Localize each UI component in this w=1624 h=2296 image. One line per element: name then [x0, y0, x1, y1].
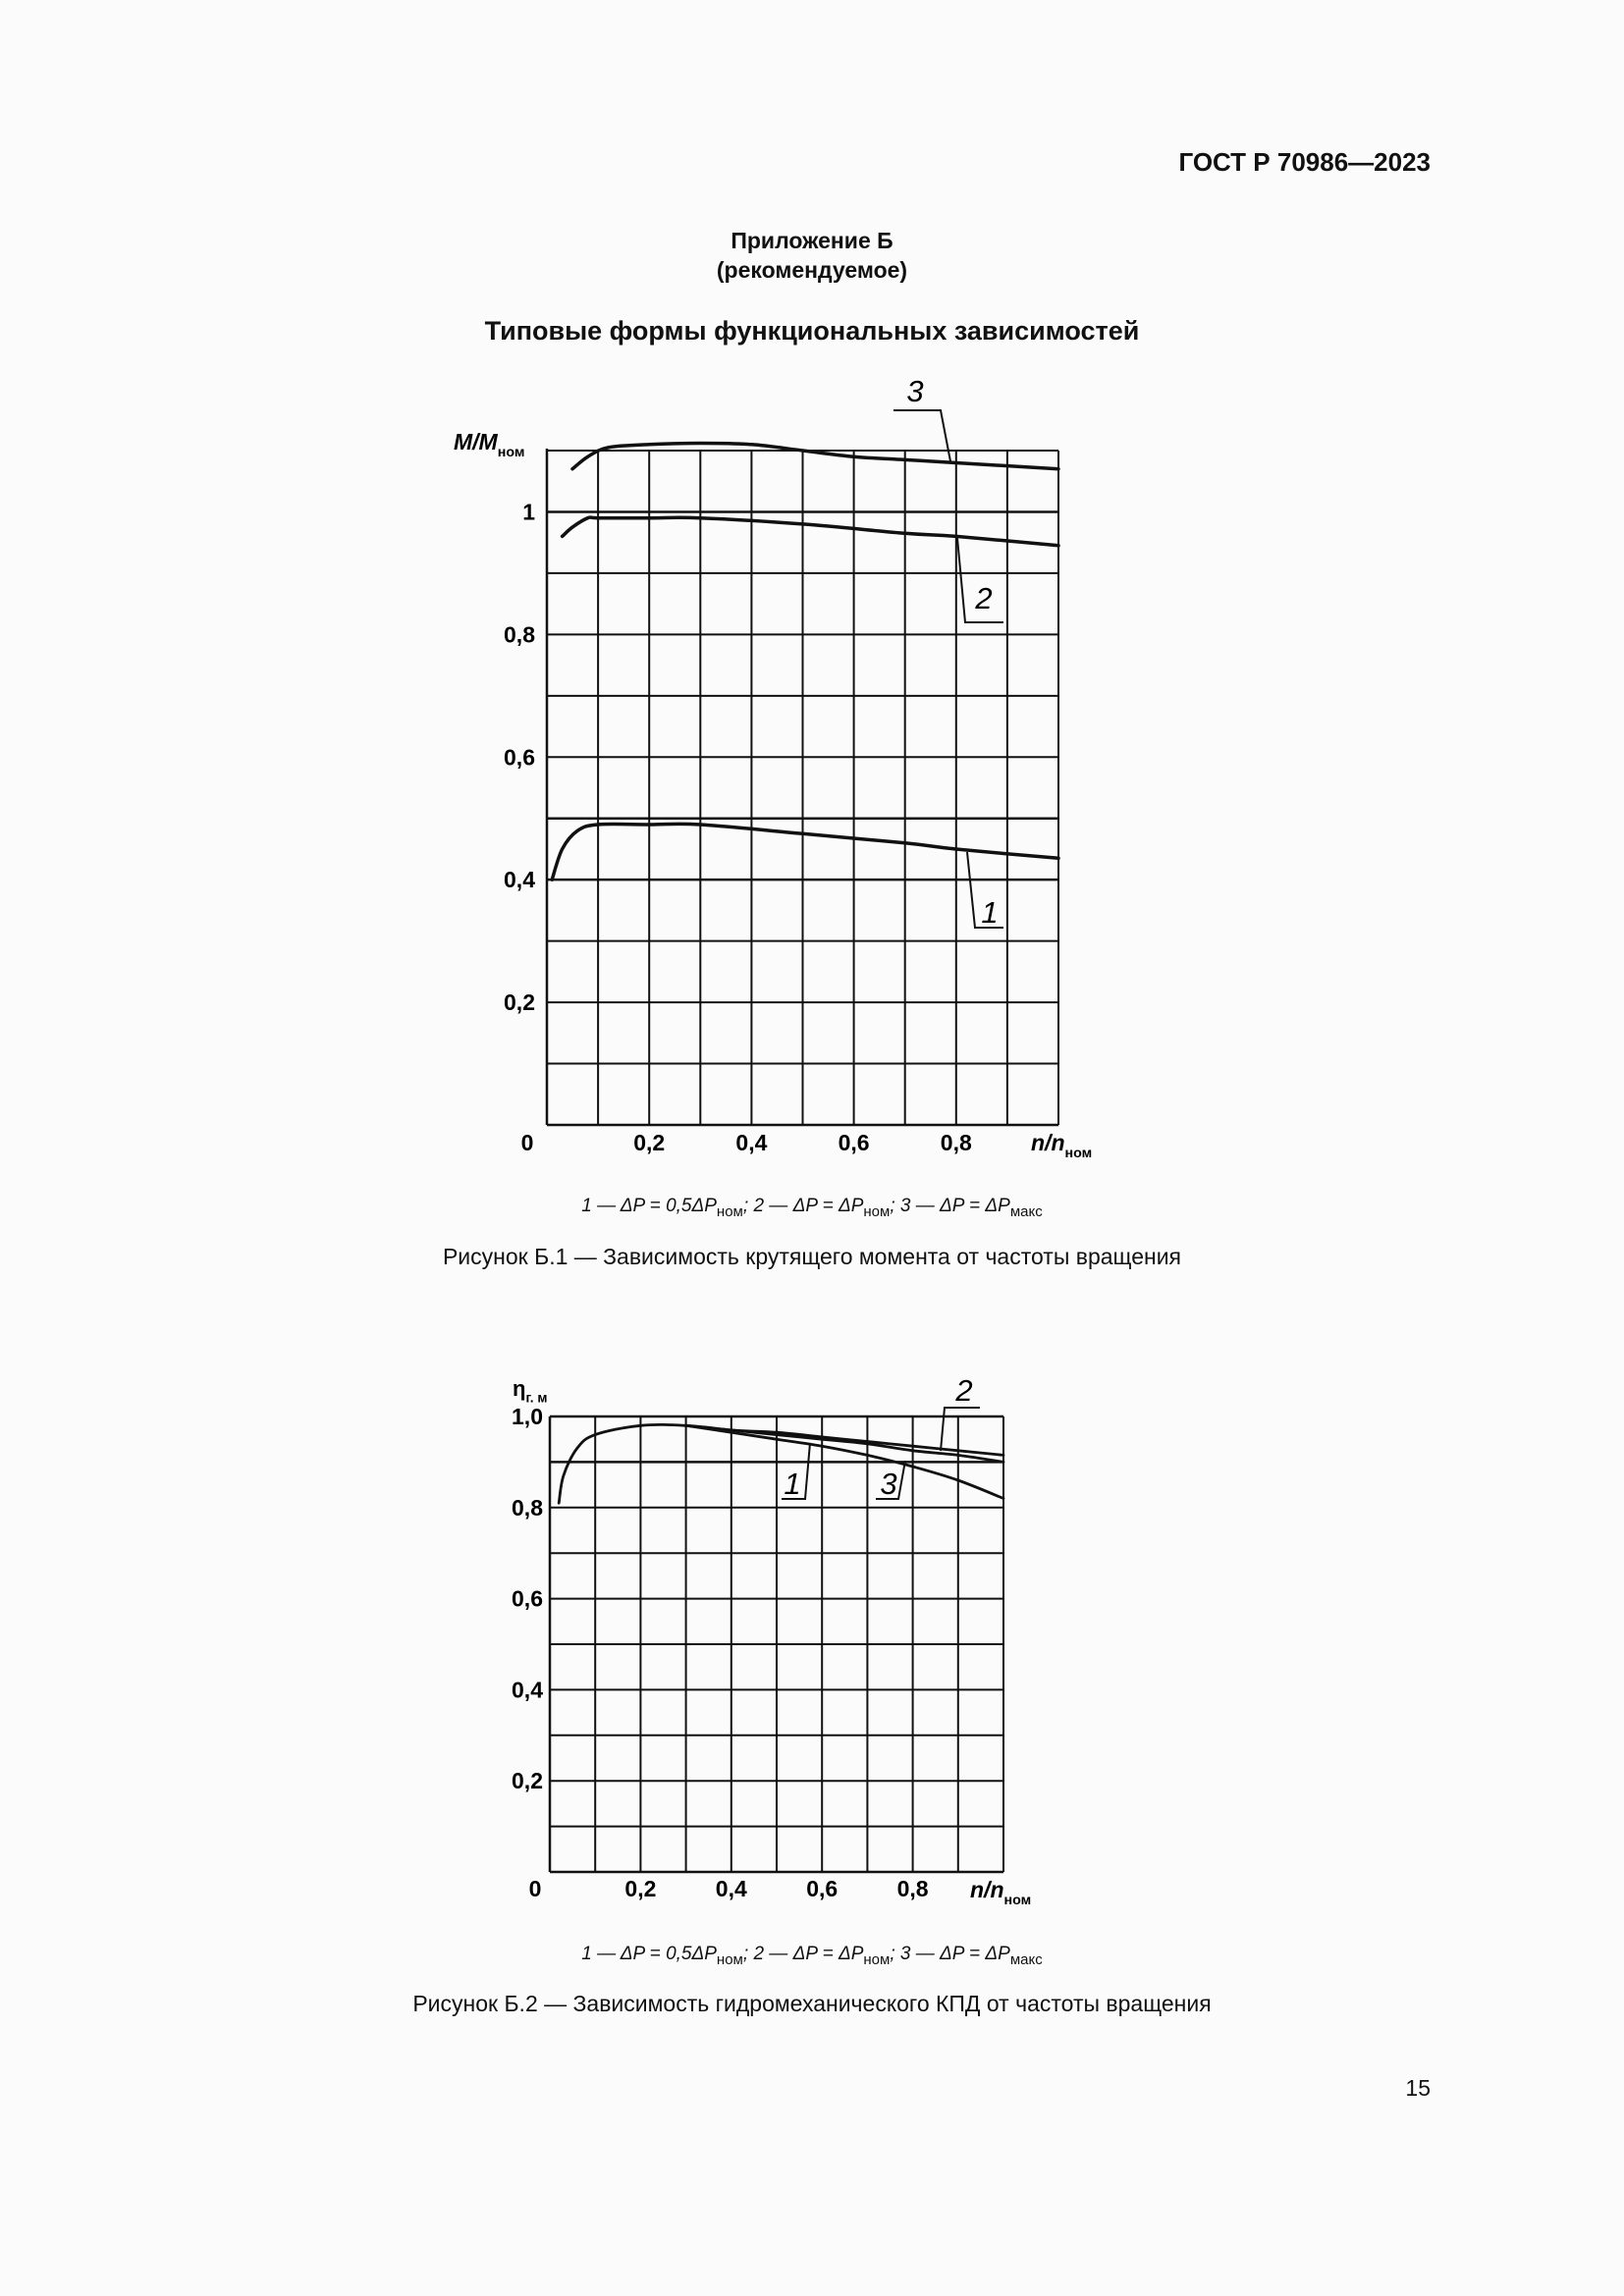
legend-fragment: —: [591, 1944, 621, 1964]
legend-subscript: ном: [863, 1202, 891, 1220]
legend-fragment: ;: [890, 1944, 900, 1964]
legend-subscript: ном: [716, 1202, 743, 1220]
legend-fragment: Δ: [792, 1196, 806, 1216]
legend-fragment: 0,5: [666, 1944, 692, 1964]
y-tick-label: 0,8: [504, 621, 535, 648]
legend-fragment: ;: [742, 1944, 754, 1964]
x-tick-label: 0,8: [940, 1130, 972, 1155]
legend-fragment: ;: [742, 1196, 754, 1216]
curve-label-2: 2: [955, 1373, 973, 1408]
legend-subscript: макс: [1009, 1950, 1043, 1968]
y-axis-label: $\eta_{г. м}$: [513, 1376, 548, 1406]
y-tick-label: 0,4: [504, 867, 535, 893]
x-tick-label: 0,4: [735, 1130, 768, 1155]
x-axis-label: $n/n_{ном}$: [970, 1877, 1032, 1908]
x-tick-label: 0,8: [896, 1876, 929, 1901]
legend-fragment: Δ: [985, 1944, 999, 1964]
x-tick-label: 0,4: [715, 1876, 747, 1901]
x-tick-label: 0,2: [633, 1130, 666, 1155]
legend-fragment: P: [951, 1196, 964, 1216]
legend-subscript: ном: [863, 1950, 891, 1968]
series-2-line: [563, 517, 1058, 546]
y-tick-label: 1: [522, 499, 535, 525]
legend-fragment: P: [632, 1196, 645, 1216]
y-tick-label: 1,0: [512, 1404, 543, 1429]
legend-fragment: —: [591, 1196, 621, 1216]
y-tick-label: 0,4: [512, 1677, 543, 1703]
legend-fragment: P: [704, 1196, 717, 1216]
legend-fragment: 2: [753, 1944, 765, 1964]
curve-label-1: 1: [981, 895, 999, 930]
legend-fragment: P: [951, 1944, 964, 1964]
legend-fragment: P: [704, 1944, 717, 1964]
legend-fragment: 1: [581, 1944, 592, 1964]
annex-title: Приложение Б: [731, 228, 893, 253]
legend-fragment: P: [998, 1196, 1010, 1216]
curve-label-1: 1: [784, 1467, 801, 1501]
legend-fragment: Δ: [940, 1196, 952, 1216]
legend-fragment: =: [644, 1944, 667, 1964]
page-number: 15: [1405, 2075, 1431, 2101]
y-tick-label: 0,8: [512, 1494, 543, 1521]
legend-fragment: Δ: [985, 1196, 999, 1216]
legend-fragment: P: [850, 1944, 864, 1964]
legend-fragment: P: [805, 1196, 818, 1216]
legend-fragment: —: [764, 1196, 793, 1216]
x-tick-label: 0,2: [624, 1876, 657, 1901]
figure-2-caption: Рисунок Б.2 — Зависимость гидромеханического КПД от частоты вращения: [412, 1991, 1212, 2016]
y-tick-label: 0,2: [504, 989, 535, 1016]
x-tick-label: 0,6: [806, 1876, 839, 1901]
x-axis-label: $n/n_{ном}$: [1031, 1130, 1093, 1161]
y-tick-label: 0,6: [512, 1585, 543, 1612]
annex-subtitle: (рекомендуемое): [716, 257, 908, 283]
curve-3-leader: [893, 410, 950, 461]
legend-fragment: =: [817, 1196, 839, 1216]
legend-fragment: =: [963, 1196, 986, 1216]
legend-fragment: Δ: [620, 1196, 633, 1216]
legend-fragment: =: [963, 1944, 986, 1964]
legend-fragment: Δ: [940, 1944, 952, 1964]
legend-fragment: P: [632, 1944, 645, 1964]
series-3-line: [572, 444, 1058, 469]
y-tick-label: 0,2: [512, 1768, 543, 1794]
origin-label: 0: [520, 1130, 534, 1155]
legend-fragment: 3: [899, 1944, 911, 1964]
series-1-line: [559, 1424, 1003, 1503]
legend-fragment: Δ: [620, 1944, 633, 1964]
y-tick-label: 0,6: [504, 744, 535, 771]
legend-fragment: 0,5: [666, 1196, 692, 1216]
legend-fragment: 2: [753, 1196, 765, 1216]
figure-2-legend: [0, 1944, 1624, 1968]
legend-fragment: P: [850, 1196, 864, 1216]
legend-fragment: =: [644, 1196, 667, 1216]
y-axis-label: $M/M_{ном}$: [454, 429, 525, 460]
document-id: ГОСТ Р 70986—2023: [1178, 147, 1431, 177]
series-1-line: [552, 824, 1058, 880]
legend-fragment: Δ: [792, 1944, 806, 1964]
legend-2-text: [581, 1944, 1043, 1968]
legend-fragment: Δ: [838, 1196, 851, 1216]
curve-label-2: 2: [975, 581, 993, 615]
legend-fragment: P: [998, 1944, 1010, 1964]
legend-subscript: ном: [716, 1950, 743, 1968]
figure-1-caption: Рисунок Б.1 — Зависимость крутящего момента от частоты вращения: [442, 1244, 1182, 1269]
legend-fragment: Δ: [838, 1944, 851, 1964]
legend-1-text: [581, 1196, 1043, 1220]
origin-label: 0: [528, 1876, 542, 1901]
legend-fragment: —: [910, 1944, 941, 1964]
legend-fragment: 1: [581, 1196, 592, 1216]
annex-heading: Типовые формы функциональных зависимостей: [484, 316, 1140, 346]
curve-label-3: 3: [906, 374, 924, 408]
x-tick-label: 0,6: [838, 1130, 870, 1155]
legend-fragment: ;: [890, 1196, 900, 1216]
legend-fragment: —: [910, 1196, 941, 1216]
legend-fragment: =: [817, 1944, 839, 1964]
legend-fragment: P: [805, 1944, 818, 1964]
legend-fragment: 3: [899, 1196, 911, 1216]
legend-fragment: Δ: [691, 1196, 705, 1216]
legend-fragment: Δ: [691, 1944, 705, 1964]
legend-fragment: —: [764, 1944, 793, 1964]
figure-2-chart: [0, 1355, 1624, 1914]
curve-2-leader: [941, 1408, 980, 1451]
legend-subscript: макс: [1009, 1202, 1043, 1220]
figure-1-legend: [0, 1196, 1624, 1220]
curve-label-3: 3: [880, 1467, 897, 1501]
